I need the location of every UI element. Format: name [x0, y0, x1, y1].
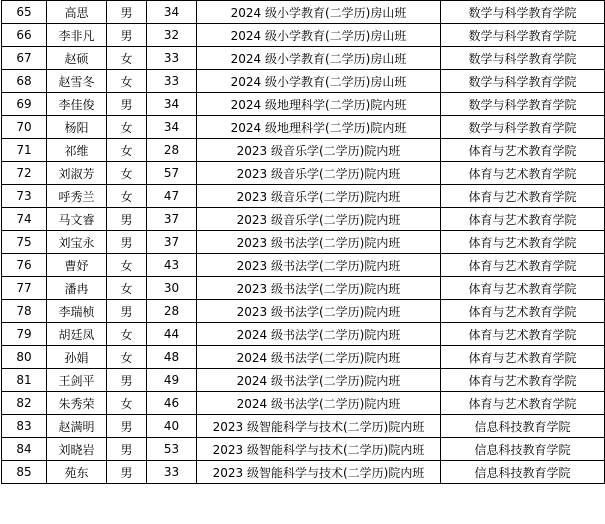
class-name-cell: 2023 级音乐学(二学历)院内班 — [197, 185, 441, 208]
gender-cell: 男 — [107, 24, 147, 47]
age-cell: 34 — [147, 93, 197, 116]
class-name-cell: 2023 级智能科学与技术(二学历)院内班 — [197, 461, 441, 484]
table-row — [2, 323, 605, 346]
row-number-cell: 83 — [2, 415, 47, 438]
age-cell: 57 — [147, 162, 197, 185]
row-number-cell: 76 — [2, 254, 47, 277]
age-cell: 34 — [147, 1, 197, 24]
row-number-cell: 84 — [2, 438, 47, 461]
student-name-cell: 呼秀兰 — [47, 185, 107, 208]
table-row — [2, 208, 605, 231]
roster-body — [2, 1, 605, 484]
class-name-cell: 2024 级小学教育(二学历)房山班 — [197, 47, 441, 70]
college-cell: 数学与科学教育学院 — [441, 24, 605, 47]
student-name-cell: 赵硕 — [47, 47, 107, 70]
table-row — [2, 461, 605, 484]
gender-cell: 男 — [107, 415, 147, 438]
gender-cell: 男 — [107, 1, 147, 24]
student-name-cell: 刘宝永 — [47, 231, 107, 254]
table-row — [2, 277, 605, 300]
class-name-cell: 2024 级书法学(二学历)院内班 — [197, 392, 441, 415]
row-number-cell: 77 — [2, 277, 47, 300]
table-row — [2, 93, 605, 116]
class-name-cell: 2023 级书法学(二学历)院内班 — [197, 277, 441, 300]
college-cell: 信息科技教育学院 — [441, 415, 605, 438]
student-name-cell: 刘淑芳 — [47, 162, 107, 185]
table-row — [2, 116, 605, 139]
age-cell: 48 — [147, 346, 197, 369]
student-name-cell: 祁维 — [47, 139, 107, 162]
student-name-cell: 李佳俊 — [47, 93, 107, 116]
class-name-cell: 2023 级智能科学与技术(二学历)院内班 — [197, 438, 441, 461]
table-row — [2, 185, 605, 208]
row-number-cell: 79 — [2, 323, 47, 346]
gender-cell: 女 — [107, 139, 147, 162]
table-row — [2, 70, 605, 93]
row-number-cell: 69 — [2, 93, 47, 116]
class-name-cell: 2023 级智能科学与技术(二学历)院内班 — [197, 415, 441, 438]
table-row — [2, 1, 605, 24]
age-cell: 40 — [147, 415, 197, 438]
student-name-cell: 朱秀荣 — [47, 392, 107, 415]
gender-cell: 女 — [107, 47, 147, 70]
table-row — [2, 254, 605, 277]
row-number-cell: 65 — [2, 1, 47, 24]
college-cell: 体育与艺术教育学院 — [441, 208, 605, 231]
gender-cell: 男 — [107, 369, 147, 392]
class-name-cell: 2024 级小学教育(二学历)房山班 — [197, 24, 441, 47]
college-cell: 信息科技教育学院 — [441, 438, 605, 461]
row-number-cell: 85 — [2, 461, 47, 484]
age-cell: 33 — [147, 461, 197, 484]
college-cell: 体育与艺术教育学院 — [441, 254, 605, 277]
student-name-cell: 胡廷凤 — [47, 323, 107, 346]
student-name-cell: 李非凡 — [47, 24, 107, 47]
row-number-cell: 72 — [2, 162, 47, 185]
table-row — [2, 24, 605, 47]
age-cell: 30 — [147, 277, 197, 300]
student-name-cell: 马文睿 — [47, 208, 107, 231]
student-name-cell: 赵雪冬 — [47, 70, 107, 93]
row-number-cell: 82 — [2, 392, 47, 415]
student-name-cell: 王剑平 — [47, 369, 107, 392]
gender-cell: 女 — [107, 116, 147, 139]
class-name-cell: 2024 级书法学(二学历)院内班 — [197, 323, 441, 346]
table-row — [2, 438, 605, 461]
table-row — [2, 139, 605, 162]
student-name-cell: 曹妤 — [47, 254, 107, 277]
gender-cell: 女 — [107, 277, 147, 300]
class-name-cell: 2024 级小学教育(二学历)房山班 — [197, 70, 441, 93]
table-row — [2, 47, 605, 70]
age-cell: 37 — [147, 208, 197, 231]
gender-cell: 女 — [107, 162, 147, 185]
class-name-cell: 2023 级书法学(二学历)院内班 — [197, 300, 441, 323]
age-cell: 44 — [147, 323, 197, 346]
student-roster-table — [1, 0, 605, 484]
row-number-cell: 74 — [2, 208, 47, 231]
age-cell: 33 — [147, 47, 197, 70]
gender-cell: 男 — [107, 208, 147, 231]
age-cell: 28 — [147, 139, 197, 162]
college-cell: 体育与艺术教育学院 — [441, 185, 605, 208]
class-name-cell: 2023 级音乐学(二学历)院内班 — [197, 139, 441, 162]
row-number-cell: 73 — [2, 185, 47, 208]
gender-cell: 男 — [107, 461, 147, 484]
age-cell: 43 — [147, 254, 197, 277]
gender-cell: 女 — [107, 323, 147, 346]
age-cell: 28 — [147, 300, 197, 323]
age-cell: 53 — [147, 438, 197, 461]
gender-cell: 男 — [107, 438, 147, 461]
class-name-cell: 2024 级书法学(二学历)院内班 — [197, 346, 441, 369]
row-number-cell: 70 — [2, 116, 47, 139]
class-name-cell: 2023 级书法学(二学历)院内班 — [197, 254, 441, 277]
student-name-cell: 赵满明 — [47, 415, 107, 438]
class-name-cell: 2023 级书法学(二学历)院内班 — [197, 231, 441, 254]
age-cell: 37 — [147, 231, 197, 254]
college-cell: 体育与艺术教育学院 — [441, 323, 605, 346]
gender-cell: 女 — [107, 70, 147, 93]
college-cell: 体育与艺术教育学院 — [441, 277, 605, 300]
row-number-cell: 71 — [2, 139, 47, 162]
college-cell: 体育与艺术教育学院 — [441, 162, 605, 185]
college-cell: 数学与科学教育学院 — [441, 93, 605, 116]
table-row — [2, 231, 605, 254]
row-number-cell: 80 — [2, 346, 47, 369]
age-cell: 47 — [147, 185, 197, 208]
student-name-cell: 苑东 — [47, 461, 107, 484]
gender-cell: 女 — [107, 254, 147, 277]
student-name-cell: 李瑞桢 — [47, 300, 107, 323]
gender-cell: 女 — [107, 185, 147, 208]
gender-cell: 男 — [107, 231, 147, 254]
college-cell: 体育与艺术教育学院 — [441, 369, 605, 392]
row-number-cell: 75 — [2, 231, 47, 254]
row-number-cell: 67 — [2, 47, 47, 70]
class-name-cell: 2024 级地理科学(二学历)院内班 — [197, 93, 441, 116]
class-name-cell: 2023 级音乐学(二学历)院内班 — [197, 208, 441, 231]
class-name-cell: 2024 级书法学(二学历)院内班 — [197, 369, 441, 392]
gender-cell: 男 — [107, 93, 147, 116]
college-cell: 数学与科学教育学院 — [441, 70, 605, 93]
class-name-cell: 2024 级小学教育(二学历)房山班 — [197, 1, 441, 24]
college-cell: 数学与科学教育学院 — [441, 1, 605, 24]
class-name-cell: 2024 级地理科学(二学历)院内班 — [197, 116, 441, 139]
table-row — [2, 162, 605, 185]
age-cell: 49 — [147, 369, 197, 392]
table-row — [2, 369, 605, 392]
college-cell: 体育与艺术教育学院 — [441, 231, 605, 254]
class-name-cell: 2023 级音乐学(二学历)院内班 — [197, 162, 441, 185]
college-cell: 体育与艺术教育学院 — [441, 392, 605, 415]
student-name-cell: 潘冉 — [47, 277, 107, 300]
table-row — [2, 415, 605, 438]
age-cell: 46 — [147, 392, 197, 415]
student-name-cell: 高思 — [47, 1, 107, 24]
row-number-cell: 68 — [2, 70, 47, 93]
row-number-cell: 81 — [2, 369, 47, 392]
college-cell: 数学与科学教育学院 — [441, 116, 605, 139]
age-cell: 32 — [147, 24, 197, 47]
age-cell: 34 — [147, 116, 197, 139]
student-name-cell: 刘晓岩 — [47, 438, 107, 461]
gender-cell: 女 — [107, 392, 147, 415]
college-cell: 信息科技教育学院 — [441, 461, 605, 484]
age-cell: 33 — [147, 70, 197, 93]
gender-cell: 男 — [107, 300, 147, 323]
college-cell: 数学与科学教育学院 — [441, 47, 605, 70]
college-cell: 体育与艺术教育学院 — [441, 346, 605, 369]
gender-cell: 女 — [107, 346, 147, 369]
table-row — [2, 392, 605, 415]
table-row — [2, 300, 605, 323]
student-name-cell: 孙娟 — [47, 346, 107, 369]
college-cell: 体育与艺术教育学院 — [441, 139, 605, 162]
row-number-cell: 78 — [2, 300, 47, 323]
table-row — [2, 346, 605, 369]
student-name-cell: 杨阳 — [47, 116, 107, 139]
row-number-cell: 66 — [2, 24, 47, 47]
college-cell: 体育与艺术教育学院 — [441, 300, 605, 323]
